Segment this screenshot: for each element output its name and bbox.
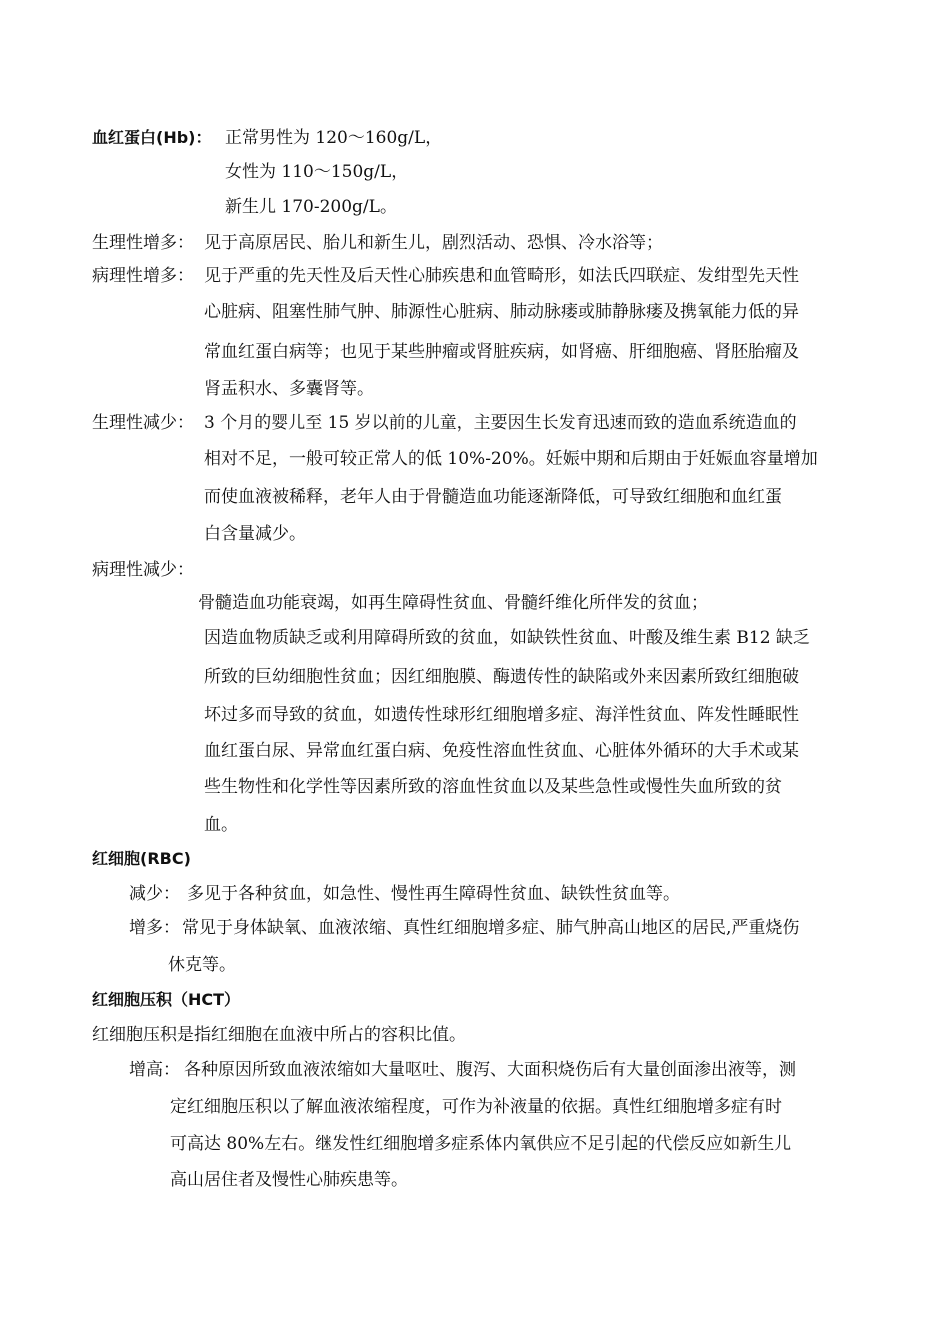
hct-inc-line: 高山居住者及慢性心肺疾患等。: [170, 1170, 408, 1190]
hb-phys-dec-line: 白含量减少。: [204, 524, 306, 544]
hct-inc-line: 定红细胞压积以了解血液浓缩程度，可作为补液量的依据。真性红细胞增多症有时: [170, 1097, 782, 1117]
hb-phys-dec-label: 生理性减少：: [92, 413, 194, 433]
hct-definition: 红细胞压积是指红细胞在血液中所占的容积比值。: [92, 1025, 466, 1045]
hb-path-inc-line: 见于严重的先天性及后天性心肺疾患和血管畸形，如法氏四联症、发绀型先天性: [204, 266, 799, 286]
hb-female-range: 女性为 110～150g/L，: [225, 162, 409, 182]
hb-path-dec-line: 因造血物质缺乏或利用障碍所致的贫血，如缺铁性贫血、叶酸及维生素 B12 缺乏: [204, 628, 810, 648]
hb-path-dec-line: 坏过多而导致的贫血，如遗传性球形红细胞增多症、海洋性贫血、阵发性睡眠性: [204, 705, 799, 725]
rbc-inc-line: 常见于身体缺氧、血液浓缩、真性红细胞增多症、肺气肿高山地区的居民,严重烧伤: [182, 918, 800, 938]
hb-newborn-range: 新生儿 170-200g/L。: [225, 197, 397, 217]
rbc-dec-label: 减少：: [129, 884, 180, 904]
hb-phys-dec-line: 相对不足，一般可较正常人的低 10%-20%。妊娠中期和后期由于妊娠血容量增加: [204, 449, 818, 469]
hb-path-dec-line: 些生物性和化学性等因素所致的溶血性贫血以及某些急性或慢性失血所致的贫: [204, 777, 782, 797]
hb-path-dec-line: 血红蛋白尿、异常血红蛋白病、免疫性溶血性贫血、心脏体外循环的大手术或某: [204, 741, 799, 761]
hb-path-inc-line: 心脏病、阻塞性肺气肿、肺源性心脏病、肺动脉瘘或肺静脉瘘及携氧能力低的异: [204, 302, 799, 322]
hb-phys-dec-line: 3 个月的婴儿至 15 岁以前的儿童，主要因生长发育迅速而致的造血系统造血的: [204, 413, 797, 433]
hb-path-dec-line: 所致的巨幼细胞性贫血；因红细胞膜、酶遗传性的缺陷或外来因素所致红细胞破: [204, 667, 799, 687]
rbc-heading: 红细胞(RBC): [92, 849, 191, 868]
hb-path-dec-item-1: 骨髓造血功能衰竭，如再生障碍性贫血、骨髓纤维化所伴发的贫血；: [198, 593, 708, 613]
hct-inc-line: 各种原因所致血液浓缩如大量呕吐、腹泻、大面积烧伤后有大量创面渗出液等，测: [184, 1060, 796, 1080]
hb-phys-inc-label: 生理性增多：: [92, 233, 194, 253]
rbc-inc-label: 增多：: [129, 918, 180, 938]
hct-inc-label: 增高：: [129, 1060, 180, 1080]
hb-path-inc-label: 病理性增多：: [92, 266, 194, 286]
hct-inc-line: 可高达 80%左右。继发性红细胞增多症系体内氧供应不足引起的代偿反应如新生儿: [170, 1134, 792, 1154]
hb-path-inc-line: 肾盂积水、多囊肾等。: [204, 379, 374, 399]
hb-path-dec-line: 血。: [204, 815, 238, 835]
rbc-inc-line: 休克等。: [168, 955, 236, 975]
hb-path-inc-line: 常血红蛋白病等；也见于某些肿瘤或肾脏疾病，如肾癌、肝细胞癌、肾胚胎瘤及: [204, 342, 799, 362]
hb-phys-inc-text: 见于高原居民、胎儿和新生儿，剧烈活动、恐惧、冷水浴等；: [204, 233, 663, 253]
hb-phys-dec-line: 而使血液被稀释，老年人由于骨髓造血功能逐渐降低，可导致红细胞和血红蛋: [204, 487, 782, 507]
hb-heading: 血红蛋白(Hb)：: [92, 128, 212, 147]
hb-male-range: 正常男性为 120～160g/L，: [225, 128, 443, 148]
rbc-dec-text: 多见于各种贫血，如急性、慢性再生障碍性贫血、缺铁性贫血等。: [187, 884, 680, 904]
hct-heading: 红细胞压积（HCT）: [92, 990, 241, 1009]
hb-path-dec-label: 病理性减少：: [92, 560, 194, 580]
